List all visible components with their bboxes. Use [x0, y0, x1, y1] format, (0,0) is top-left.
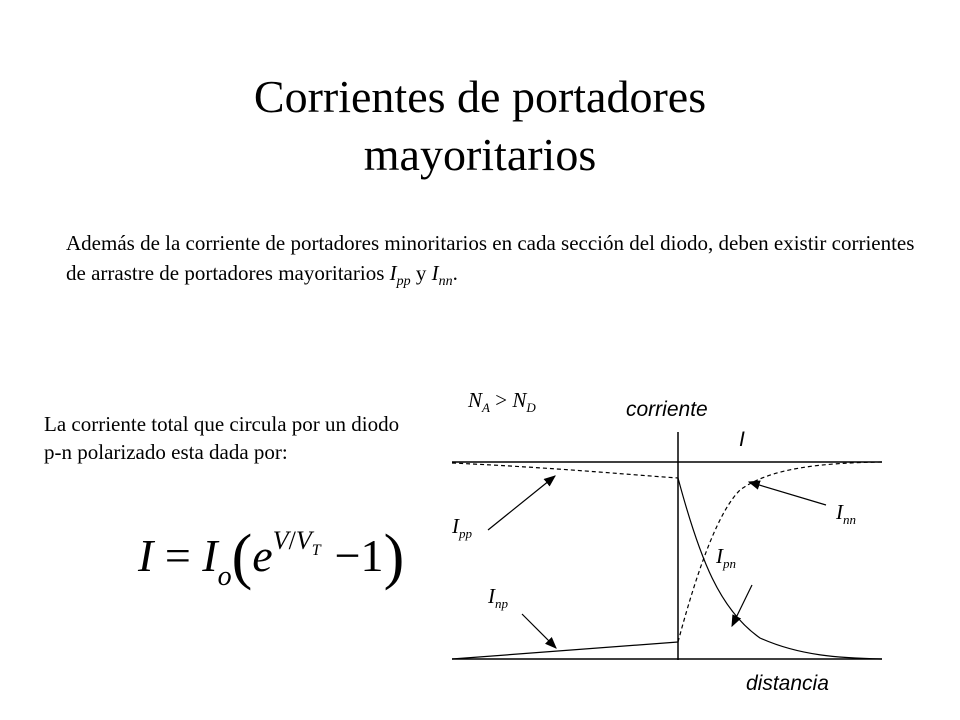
- total-current-label: I: [739, 428, 745, 451]
- formula-e: e: [252, 530, 273, 581]
- title-line-2: mayoritarios: [363, 129, 597, 180]
- intro-inn-symbol: $I_{nn}$: [431, 261, 453, 290]
- y-axis-label: corriente: [626, 398, 708, 421]
- ipp-label: $I_{pp}$: [452, 514, 472, 541]
- x-axis-label: distancia: [746, 672, 829, 695]
- total-current-description: La corriente total que circula por un diodo p-n polarizado esta dada por:: [44, 412, 400, 464]
- inn-arrow: [749, 482, 826, 505]
- intro-end: .: [452, 261, 458, 285]
- ipp-arrow: [488, 476, 555, 530]
- intro-text: Además de la corriente de portadores minoritarios en cada sección del diodo, deben existir corrientes de arrastre de portadores mayoritarios: [66, 231, 915, 285]
- formula-equals: =: [164, 530, 191, 581]
- inp-arrow: [522, 614, 556, 648]
- formula-minus-one: −1: [334, 530, 384, 581]
- inp-curve: [452, 642, 678, 659]
- ipp-curve: [452, 463, 678, 478]
- intro-ipp-symbol: $I_{pp}$: [389, 261, 411, 290]
- inn-curve: [678, 462, 882, 642]
- title-line-1: Corrientes de portadores: [253, 71, 707, 122]
- formula-left-paren: (: [231, 523, 253, 591]
- formula-io-sub: o: [217, 561, 232, 592]
- formula-right-paren: ): [383, 523, 405, 591]
- doping-condition-label: $N_A > N_D$: [468, 388, 536, 415]
- inp-label: $I_{np}$: [488, 584, 508, 611]
- intro-joiner: y: [410, 261, 432, 285]
- ipn-label: $I_{pn}$: [716, 544, 736, 571]
- formula-io: I: [202, 530, 218, 581]
- formula-exponent: V/VT: [272, 526, 321, 559]
- inn-label: $I_{nn}$: [836, 500, 856, 527]
- formula-lhs: I: [138, 530, 154, 581]
- ipn-arrow: [732, 585, 752, 626]
